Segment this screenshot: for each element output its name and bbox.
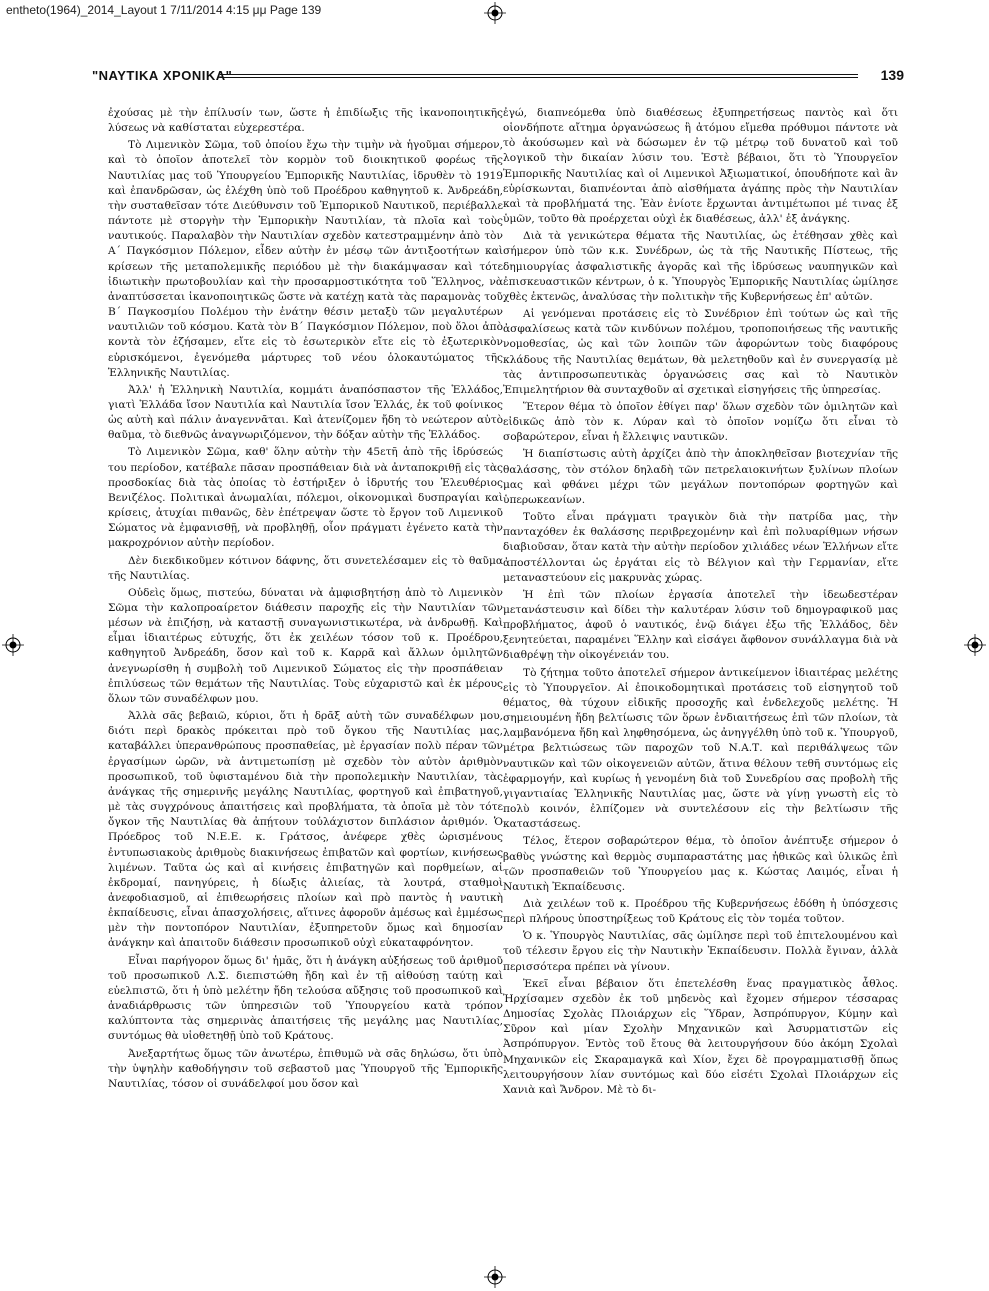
paragraph: Αἱ γενόμεναι προτάσεις εἰς τὸ Συνέδριον ἐπὶ τούτων ὡς καὶ τῆς ἀσφαλίσεως κατὰ τῶν κινδύνων πολέμου, τροποποιήσεως τῆς ναυτικῆς νομοθεσίας, ὡς καὶ τῶν λοιπῶν τῶν ἀφορώντων τοὺς διαφόρους κλάδους τῆς Ναυτιλίας θεμάτων, θὰ μελετηθοῦν καὶ ἐν συνεργασίᾳ μὲ τὰς ἀντιπροσωπευτικὰς ὀργανώσεις σας καὶ τὸ Ναυτικὸν Ἐπιμελητήριον θὰ συνταχθοῦν αἱ σχετικαὶ εἰσηγήσεις τῆς ὑπηρεσίας. xyxy=(503,308,898,396)
paragraph: Τὸ ζήτημα τοῦτο ἀποτελεῖ σήμερον ἀντικείμενον ἰδιαιτέρας μελέτης εἰς τὸ Ὑπουργεῖον. Αἱ ἐποικοδομητικαὶ προτάσεις τοῦ εἰσηγητοῦ τοῦ θέματος, θὰ τύχουν εἰδικῆς προσοχῆς καὶ ἐνδελεχοῦς μελέτης. Ἡ σημειουμένη ἤδη βελτίωσις τῶν ὅρων ἐνδιαιτήσεως ἐπὶ τῶν πλοίων, τὰ λαμβανόμενα ἤδη καὶ ληφθησόμενα, ὡς ἀνηγγέλθη ὑπὸ τοῦ κ. Ὑπουργοῦ, μέτρα βελτιώσεως τῶν παροχῶν τοῦ Ν.Α.Τ. καὶ περιθάλψεως τῶν ναυτικῶν καὶ τῶν οἰκογενειῶν αὐτῶν, ἅτινα θέλουν τεθῆ συντόμως εἰς ἐφαρμογήν, καὶ κυρίως ἡ γενομένη διὰ τοῦ Συνεδρίου σας προβολὴ τῆς γιγαντιαίας Ἑλληνικῆς Ναυτιλίας μας, ὥστε νὰ γίνῃ γνωστὴ εἰς τὸ πολὺ κοινόν, ἐλπίζομεν νὰ συντελέσουν εἰς τὴν βελτίωσιν τῆς καταστάσεως. xyxy=(503,666,898,831)
paragraph: Τὸ Λιμενικὸν Σῶμα, τοῦ ὁποίου ἔχω τὴν τιμὴν νὰ ἡγοῦμαι σήμερον, καὶ τὸ ὁποῖον ἀποτελεῖ τὸν κορμὸν τοῦ διοικητικοῦ φορέως τῆς Ναυτιλίας μας τοῦ Ὑπουργείου Ἐμπορικῆς Ναυτιλίας, ἱδρυθὲν τὸ 1919 καὶ ἐπανδρῶσαν, ὡς ἐλέχθη ὑπὸ τοῦ Προέδρου καθηγητοῦ κ. Ἀνδρεάδη, τὴν συσταθεῖσαν τότε Διεύθυνσιν τοῦ Ἐμπορικοῦ Ναυτικοῦ, περιέβαλλε πάντοτε μὲ στοργὴν τὴν Ἐμπορικὴν Ναυτιλίαν, τὰ πλοῖα καὶ τοὺς ναυτικούς. Παραλαβὸν τὴν Ναυτιλίαν σχεδὸν κατεστραμμένην ἀπὸ τὸν Α΄ Παγκόσμιον Πόλεμον, εἶδεν αὐτὴν ἐν μέσῳ τῶν ἀντιξοοτήτων καὶ κρίσεων τῆς μεταπολεμικῆς περιόδου μὲ τὴν διακάμψασαν καὶ τότε ἰδιωτικὴν πρωτοβουλίαν καὶ τὴν προσαρμοστικότητα τοῦ Ἕλληνος, νὰ ἀναπτύσσεται ἱκανοποιητικῶς ὥστε νὰ κατέχῃ κατὰ τὰς παραμονὰς τοῦ Β΄ Παγκοσμίου Πολέμου τὴν ἐνάτην θέσιν μεταξὺ τῶν μεγαλυτέρων ναυτιλιῶν τοῦ κόσμου. Κατὰ τὸν Β΄ Παγκόσμιον Πόλεμον, ποὺ ὅλοι ἀπὸ κοντὰ τὸν ἐζήσαμεν, εἴτε εἰς τὸ ἐσωτερικὸν εἴτε εἰς τὸ ἐξωτερικὸν εὑρισκόμενοι, ἐγενόμεθα μάρτυρες τοῦ νέου ὁλοκαυτώματος τῆς Ἑλληνικῆς Ναυτιλίας. xyxy=(108,139,503,379)
paragraph: Τὸ Λιμενικὸν Σῶμα, καθ' ὅλην αὐτὴν τὴν 45ετῆ ἀπὸ τῆς ἱδρύσεώς του περίοδον, κατέβαλε πᾶσαν προσπάθειαν διὰ νὰ ἀνταποκριθῇ εἰς τὰς προσδοκίας διὰ τὰς ὁποίας τὸ ἐστήριξεν ὁ ἱδρυτής του Ἐλευθέριος Βενιζέλος. Πολιτικαὶ ἀνωμαλίαι, πόλεμοι, οἰκονομικαὶ δυσπραγίαι καὶ κρίσεις, ἀτυχίαι πιθανῶς, δὲν ἐπέτρεψαν ὥστε τὸ ἔργον τοῦ Λιμενικοῦ Σώματος νὰ ἐμφανισθῇ, νὰ προβληθῇ, οἷον πράγματι ἐγένετο κατὰ τὴν μακροχρόνιον αὐτὴν περίοδον. xyxy=(108,446,503,550)
registration-mark-left-icon xyxy=(2,634,24,656)
paragraph: Ἀνεξαρτήτως ὅμως τῶν ἀνωτέρω, ἐπιθυμῶ νὰ σᾶς δηλώσω, ὅτι ὑπὸ τὴν ὑψηλὴν καθοδήγησιν τοῦ σεβαστοῦ μας Ὑπουργοῦ τῆς Ἐμπορικῆς Ναυτιλίας, τόσον οἱ συνάδελφοί μου ὅσον καὶ xyxy=(108,1047,503,1090)
paragraph: Ἕτερον θέμα τὸ ὁποῖον ἐθίγει παρ' ὅλων σχεδὸν τῶν ὁμιλητῶν καὶ εἰδικῶς ἀπὸ τὸν κ. Λύραν καὶ τὸ ὁποῖον νομίζω ὅτι εἶναι τὸ σοβαρώτερον, εἶναι ἡ ἔλλειψις ναυτικῶν. xyxy=(503,400,898,444)
paragraph: Ἐκεῖ εἶναι βέβαιον ὅτι ἐπετελέσθη ἕνας πραγματικὸς ἆθλος. Ἠρχίσαμεν σχεδὸν ἐκ τοῦ μηδενὸς καὶ ἔχομεν σήμερον τέσσαρας Δημοσίας Σχολὰς Πλοιάρχων εἰς Ὕδραν, Ἀσπρόπυργον, Κύμην καὶ Σῦρον καὶ μίαν Σχολὴν Μηχανικῶν καὶ Ἀσυρματιστῶν εἰς Ἀσπρόπυργον. Ἐντὸς τοῦ ἔτους θὰ λειτουργήσουν δύο ἀκόμη Σχολαὶ Μηχανικῶν εἰς Σκαραμαγκᾶ καὶ Χίον, ἔχει δὲ προγραμματισθῇ ὅπως λειτουργήσουν λίαν συντόμως καὶ δύο εἰσέτι Σχολαὶ Πλοιάρχων εἰς Χανιὰ καὶ Ἄνδρον. Μὲ τὸ δι- xyxy=(503,977,898,1096)
paragraph: Τοῦτο εἶναι πράγματι τραγικὸν διὰ τὴν πατρίδα μας, τὴν πανταχόθεν ἐκ θαλάσσης περιβρεχομένην καὶ ἐπὶ πολυαρίθμων νήσων διαβιοῦσαν, ὅταν κατὰ τὴν αὐτὴν περίοδον χιλιάδες νέων Ἑλλήνων εἴτε ἀποστέλλονται ὡς ἐργάται εἰς τὸ Βέλγιον καὶ τὴν Γερμανίαν, εἴτε μεταναστεύουν εἰς μακρυνὰς χώρας. xyxy=(503,511,898,584)
paragraph: Ἡ ἐπὶ τῶν πλοίων ἐργασία ἀποτελεῖ τὴν ἰδεωδεστέραν μετανάστευσιν καὶ δίδει τὴν καλυτέραν λύσιν τοῦ δημογραφικοῦ μας προβλήματος, ἀφοῦ ὁ ναυτικός, ἐνῷ διάγει ἐξω τῆς Ἑλλάδος, δὲν ξενητεύεται, παραμένει Ἕλλην καὶ εἰσάγει ἄφθονον συνάλλαγμα διὰ νὰ διαθρέψῃ τὴν οἰκογένειάν του. xyxy=(503,588,898,662)
paragraph: Ἀλλὰ σᾶς βεβαιῶ, κύριοι, ὅτι ἡ δρᾶξ αὐτὴ τῶν συναδέλφων μου, διότι περὶ δρακὸς πρόκειται πρὸ τοῦ ὄγκου τῆς Ναυτιλίας μας, καταβάλλει ὑπερανθρώπους προσπαθείας, μὲ ἐργασίαν πολὺ πέραν τῶν ἐργασίμων ὡρῶν, νὰ ἀντιμετωπίσῃ μὲ σχεδὸν τὸν αὐτὸν ἀριθμὸν προσωπικοῦ, τοῦ ὑφισταμένου διὰ τὴν προπολεμικὴν Ναυτιλίαν, τὰς ἀνάγκας τῆς σημερινῆς μεγάλης Ναυτιλίας, φορτηγοῦ καὶ ἐπιβατηγοῦ, μὲ τὰς συγχρόνους ἀπαιτήσεις καὶ προβλήματα, τὰ ὁποῖα μὲ τὸν τότε ὄγκον τῆς Ναυτιλίας θὰ ἀπῄτουν τοὐλάχιστον διπλάσιον ἀριθμόν. Ὁ Πρόεδρος τοῦ Ν.Ε.Ε. κ. Γράτσος, ἀνέφερε χθὲς ὡρισμένους ἐντυπωσιακοὺς ἀριθμοὺς διακινήσεως ἐπιβατῶν καὶ φορτίων, κινήσεως λιμένων. Ταῦτα ὡς καὶ αἱ κινήσεις ἐπιβατηγῶν καὶ πορθμείων, αἱ ἐκδρομαί, πανηγύρεις, ἡ δίωξις ἁλιείας, τὰ λουτρά, σταθμοὶ ἀνεφοδιασμοῦ, αἱ ἐπιθεωρήσεις πλοίων καὶ πρὸ παντὸς ἡ ναυτικὴ ἐκπαίδευσις, εἶναι ἀπασχολήσεις, αἵτινες ἀφοροῦν ἀμέσως καὶ ἐμμέσως μὲν τὴν ποντοπόρον Ναυτιλίαν, ἐξυπηρετοῦν ὅμως καὶ δημοσίαν ἀνάγκην καὶ ἀπαιτοῦν διάθεσιν προσωπικοῦ οὐχὶ εὐκαταφρόνητον. xyxy=(108,710,503,950)
left-column xyxy=(108,106,503,1094)
print-slug: entheto(1964)_2014_Layout 1 7/11/2014 4:15 μμ Page 139 xyxy=(6,3,322,17)
registration-mark-right-icon xyxy=(964,634,986,656)
paragraph: Εἶναι παρήγορον ὅμως δι' ἡμᾶς, ὅτι ἡ ἀνάγκη αὐξήσεως τοῦ ἀριθμοῦ τοῦ προσωπικοῦ Λ.Σ. διεπιστώθη ἤδη καὶ ἐν τῇ αἰθούσῃ ταύτῃ καὶ εὐελπιστῶ, ὅτι ἡ ὑπὸ μελέτην ἤδη τελούσα αὔξησις τοῦ προσωπικοῦ καὶ ἀναδιάρθρωσις τῶν ὑπηρεσιῶν τοῦ Ὑπουργείου κατὰ τρόπον καλύπτοντα τὰς σημερινὰς ἀπαιτήσεις τῆς μεγάλης μας Ναυτιλίας, συντόμως θὰ υἱοθετηθῇ ὑπὸ τοῦ Κράτους. xyxy=(108,954,503,1043)
paragraph: Ὁ κ. Ὑπουργὸς Ναυτιλίας, σᾶς ὡμίλησε περὶ τοῦ ἐπιτελουμένου καὶ τοῦ τέλεσιν ἔργου εἰς τὴν Ναυτικὴν Ἐκπαίδευσιν. Πολλὰ ἔγιναν, ἀλλὰ περισσότερα πρέπει νὰ γίνουν. xyxy=(503,930,898,973)
paragraph: ἐχούσας μὲ τὴν ἐπίλυσίν των, ὥστε ἡ ἐπιδίωξις τῆς ἱκανοποιητικῆς λύσεως νὰ καθίσταται εὐχερεστέρα. xyxy=(108,107,503,135)
right-column xyxy=(503,106,898,1100)
paragraph: Ἀλλ' ἡ Ἑλληνικὴ Ναυτιλία, κομμάτι ἀναπόσπαστον τῆς Ἑλλάδος, γιατὶ Ἑλλάδα ἴσον Ναυτιλία καὶ Ναυτιλία ἴσον Ἑλλάς, ἐκ τοῦ φοίνικος ὡς αὐτὴ καὶ πάλιν ἀναγεννᾶται. Καὶ ἀτενίζομεν ἤδη τὸ νεώτερον αὐτὸ θαῦμα, τὸ διεθνῶς ἀναγνωριζόμενον, τὴν δόξαν αὐτὴν τῆς Ἑλλάδος. xyxy=(108,383,503,442)
paragraph: ἐγώ, διαπνεόμεθα ὑπὸ διαθέσεως ἐξυπηρετήσεως παντὸς καὶ ὅτι οἱονδήποτε αἴτημα ὀργανώσεως ἢ ἀτόμου εἴμεθα πρόθυμοι πάντοτε νὰ τὸ ἀκούσωμεν καὶ νὰ δώσωμεν ἐν τῷ μέτρῳ τοῦ δυνατοῦ καὶ τοῦ λογικοῦ τὴν δικαίαν λύσιν του. Ἐστὲ βέβαιοι, ὅτι τὸ Ὑπουργεῖον Ἐμπορικῆς Ναυτιλίας καὶ οἱ Λιμενικοὶ Ἀξιωματικοί, ὁπουδήποτε καὶ ἂν εὑρίσκωνται, διαπνέονται ἀπὸ αἰσθήματα ἀγάπης πρὸς τὴν Ναυτιλίαν καὶ τὰ προβλήματά της. Ἐὰν ἐνίοτε ἔρχωνται ἀντιμέτωποι μέ τινας ἐξ ὑμῶν, τοῦτο θὰ προέρχεται οὐχὶ ἐκ διαθέσεως, ἀλλ' ἐξ ἀνάγκης. xyxy=(503,107,898,226)
header-rule xyxy=(220,74,858,78)
paragraph: Δὲν διεκδικοῦμεν κότινον δάφνης, ὅτι συνετελέσαμεν εἰς τὸ θαῦμα τῆς Ναυτιλίας. xyxy=(108,554,503,582)
paragraph: Τέλος, ἕτερον σοβαρώτερον θέμα, τὸ ὁποῖον ἀνέπτυξε σήμερον ὁ βαθὺς γνώστης καὶ θερμὸς συμπαραστάτης μας ἠθικῶς καὶ ὑλικῶς ἐπὶ τῶν προσπαθειῶν τοῦ Ὑπουργείου μας κ. Κώστας Λαιμός, εἶναι ἡ Ναυτικὴ Ἐκπαίδευσις. xyxy=(503,835,898,893)
paragraph: Οὐδεὶς ὅμως, πιστεύω, δύναται νὰ ἀμφισβητήσῃ ἀπὸ τὸ Λιμενικὸν Σῶμα τὴν καλοπροαίρετον διάθεσιν παροχῆς εἰς τὴν Ναυτιλίαν τῶν μέσων νὰ ἐπιζήσῃ, νὰ καταστῇ συναγωνιστικωτέρα, νὰ ἀνδρωθῇ. Καὶ εἶμαι ἰδιαιτέρως εὐτυχής, ὅτι ἐκ χειλέων τόσον τοῦ κ. Προέδρου, καθηγητοῦ Ἀνδρεάδη, ὅσον καὶ τοῦ κ. Καρρᾶ καὶ ἄλλων ὁμιλητῶν ἀνεγνωρίσθη ἡ συμβολὴ τοῦ Λιμενικοῦ Σώματος εἰς τὴν προσπάθειαν ἐπιλύσεως τῶν θεμάτων τῆς Ναυτιλίας. Τοὺς εὐχαριστῶ καὶ ἐκ μέρους ὅλων τῶν συναδέλφων μου. xyxy=(108,586,503,705)
running-header xyxy=(92,66,904,88)
registration-mark-top-icon xyxy=(484,2,506,24)
paragraph: Διὰ χειλέων τοῦ κ. Προέδρου τῆς Κυβερνήσεως ἐδόθη ἡ ὑπόσχεσις περὶ πλήρους ὑποστηρίξεως τοῦ Κράτους εἰς τὸν τομέα τοῦτον. xyxy=(503,897,898,926)
paragraph: Ἡ διαπίστωσις αὐτὴ ἀρχίζει ἀπὸ τὴν ἀποκληθεῖσαν βιοτεχνίαν τῆς θαλάσσης, τὸν στόλον δηλαδὴ τῶν πετρελαιοκινήτων ξυλίνων πλοίων μας καὶ φθάνει μέχρι τῶν μεγάλων ποντοπόρων φορτηγῶν καὶ ὑπερωκεανίων. xyxy=(503,448,898,506)
journal-title: "ΝΑΥΤΙΚΑ ΧΡΟΝΙΚΑ" xyxy=(92,68,233,83)
registration-mark-bottom-icon xyxy=(484,1266,506,1288)
page-number: 139 xyxy=(880,67,904,83)
paragraph: Διὰ τὰ γενικώτερα θέματα τῆς Ναυτιλίας, ὡς ἐτέθησαν χθὲς καὶ σήμερον ὑπὸ τῶν κ.κ. Συνέδρων, ὡς τὰ τῆς Ναυτικῆς Πίστεως, τῆς δημιουργίας ἀσφαλιστικῆς ἀγορᾶς καὶ τῆς ἱδρύσεως ναυπηγικῶν καὶ ἐπισκευαστικῶν κέντρων, ὁ κ. Ὑπουργὸς Ἐμπορικῆς Ναυτιλίας ὡμίλησε χθὲς ἐκτενῶς, ἀναλύσας τὴν πολιτικὴν τῆς Κυβερνήσεως ἐπ' αὐτῶν. xyxy=(503,230,898,303)
